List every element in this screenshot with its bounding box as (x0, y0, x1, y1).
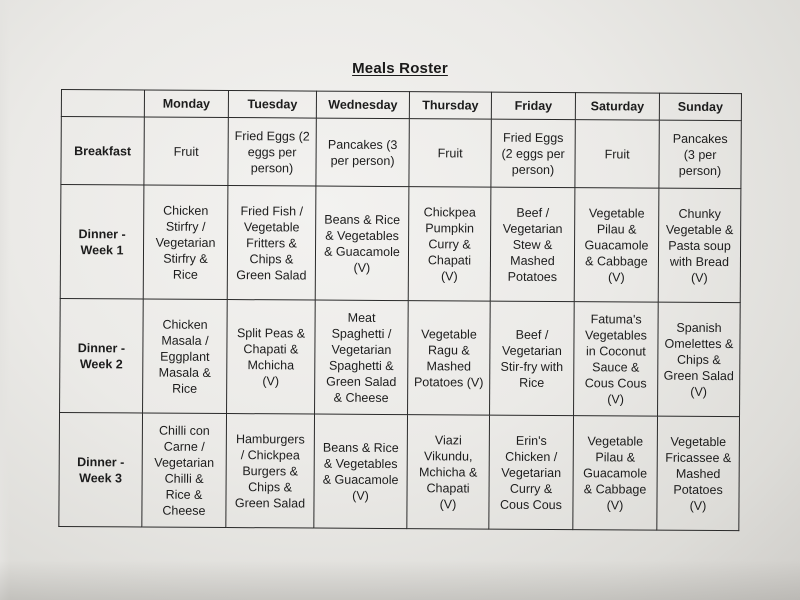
meal-text: Split Peas & Chapati & Mchicha (V) (236, 325, 306, 388)
row-label-text: Breakfast (74, 143, 132, 158)
meal-cell (408, 187, 491, 301)
row-label-breakfast (61, 117, 144, 186)
table-row-dinner-week-3 (59, 412, 740, 530)
meal-cell (409, 119, 491, 187)
meal-cell (658, 302, 741, 416)
table-row-breakfast (61, 117, 741, 189)
meal-text: Chicken Stirfry / Vegetarian Stirfry & Rice (155, 203, 216, 282)
meal-text: Vegetable Fricassee & Mashed Potatoes (V) (665, 434, 732, 513)
meal-text: Vegetable Pilau & Guacamole & Cabbage (V) (584, 205, 649, 284)
meal-cell (489, 415, 574, 530)
meal-cell (227, 300, 316, 415)
meal-cell (407, 415, 490, 529)
row-label-text: Dinner - Week 1 (78, 226, 126, 257)
day-header-wednesday: Wednesday (316, 91, 409, 119)
meal-cell (143, 185, 228, 300)
header-row (61, 90, 741, 121)
meal-cell (659, 120, 741, 188)
meal-cell (315, 300, 409, 415)
row-label-text: Dinner - Week 2 (77, 340, 126, 371)
meal-text: Fried Eggs (2 eggs per person) (501, 130, 565, 177)
page-title: Meals Roster (352, 60, 448, 77)
day-header-monday: Monday (144, 90, 228, 118)
meal-cell (314, 414, 408, 529)
meal-cell (657, 416, 740, 530)
meal-cell (574, 188, 659, 303)
meal-text: Beans & Rice & Vegetables & Guacamole (V) (322, 440, 399, 503)
meal-cell (226, 414, 315, 529)
meal-text: Chicken Masala / Eggplant Masala & Rice (158, 317, 211, 396)
meal-text: Chickpea Pumpkin Curry & Chapati (V) (423, 204, 476, 283)
meal-text: Beans & Rice & Vegetables & Guacamole (V) (324, 212, 401, 275)
meal-cell (144, 117, 228, 186)
meal-cell (408, 301, 491, 415)
meal-cell (143, 299, 228, 414)
meal-cell (228, 118, 316, 187)
table-row-dinner-week-1 (60, 185, 741, 303)
meal-text: Beef / Vegetarian Stir-fry with Rice (500, 327, 564, 390)
meal-text: Vegetable Ragu & Mashed Potatoes (V) (413, 326, 484, 390)
day-header-saturday: Saturday (575, 93, 659, 121)
day-header-friday: Friday (491, 92, 575, 120)
meals-roster-table (58, 89, 742, 531)
meal-text: Fried Eggs (2 eggs per person) (234, 128, 310, 175)
meal-text: Erin's Chicken / Vegetarian Curry & Cous Cous (500, 433, 562, 512)
meal-cell (315, 186, 409, 301)
row-label-text: Dinner - Week 3 (77, 454, 125, 485)
meal-text: Fruit (173, 144, 199, 159)
meal-text: Chunky Vegetable & Pasta soup with Bread (V) (665, 206, 734, 285)
meal-cell (573, 416, 658, 531)
meal-text: Viazi Vikundu, Mchicha & Chapati (V) (418, 432, 478, 511)
meal-cell (574, 302, 659, 417)
meal-text: Spanish Omelettes & Chips & Green Salad (V) (663, 320, 734, 399)
meal-text: Fried Fish / Vegetable Fritters & Chips & Green Salad (236, 203, 307, 283)
meal-cell (142, 413, 227, 528)
meal-text: Vegetable Pilau & Guacamole & Cabbage (V) (583, 433, 648, 512)
day-header-sunday: Sunday (659, 93, 741, 121)
meal-text: Fruit (437, 145, 463, 160)
meal-text: Fruit (604, 146, 630, 161)
corner-cell (61, 90, 144, 118)
meal-text: Pancakes (3 per person) (327, 137, 398, 168)
meal-text: Hamburgers / Chickpea Burgers & Chips & Green Salad (234, 431, 306, 510)
meal-cell (490, 301, 575, 416)
meal-cell (658, 188, 741, 302)
meal-text: Pancakes (3 per person) (672, 131, 728, 178)
row-label-dinner-week-1 (60, 185, 144, 300)
row-label-dinner-week-3 (59, 412, 143, 527)
paper-edge-shade (0, 0, 10, 600)
day-header-thursday: Thursday (409, 92, 491, 120)
meal-text: Beef / Vegetarian Stew & Mashed Potatoes (502, 205, 563, 284)
meal-cell (316, 118, 409, 187)
meal-cell (227, 186, 316, 301)
meal-cell (575, 120, 659, 189)
meal-text: Chilli con Carne / Vegetarian Chilli & Rice & Cheese (154, 423, 215, 518)
table-row-dinner-week-2 (60, 298, 741, 416)
meal-cell (491, 119, 575, 188)
row-label-dinner-week-2 (60, 298, 144, 413)
meal-text: Fatuma's Vegetables in Coconut Sauce & Cous Cous (V) (584, 311, 647, 406)
meal-text: Meat Spaghetti / Vegetarian Spaghetti & Green Salad & Cheese (326, 310, 397, 405)
meal-cell (490, 187, 575, 302)
day-header-tuesday: Tuesday (228, 91, 316, 119)
paper-bottom-shade (0, 560, 800, 600)
